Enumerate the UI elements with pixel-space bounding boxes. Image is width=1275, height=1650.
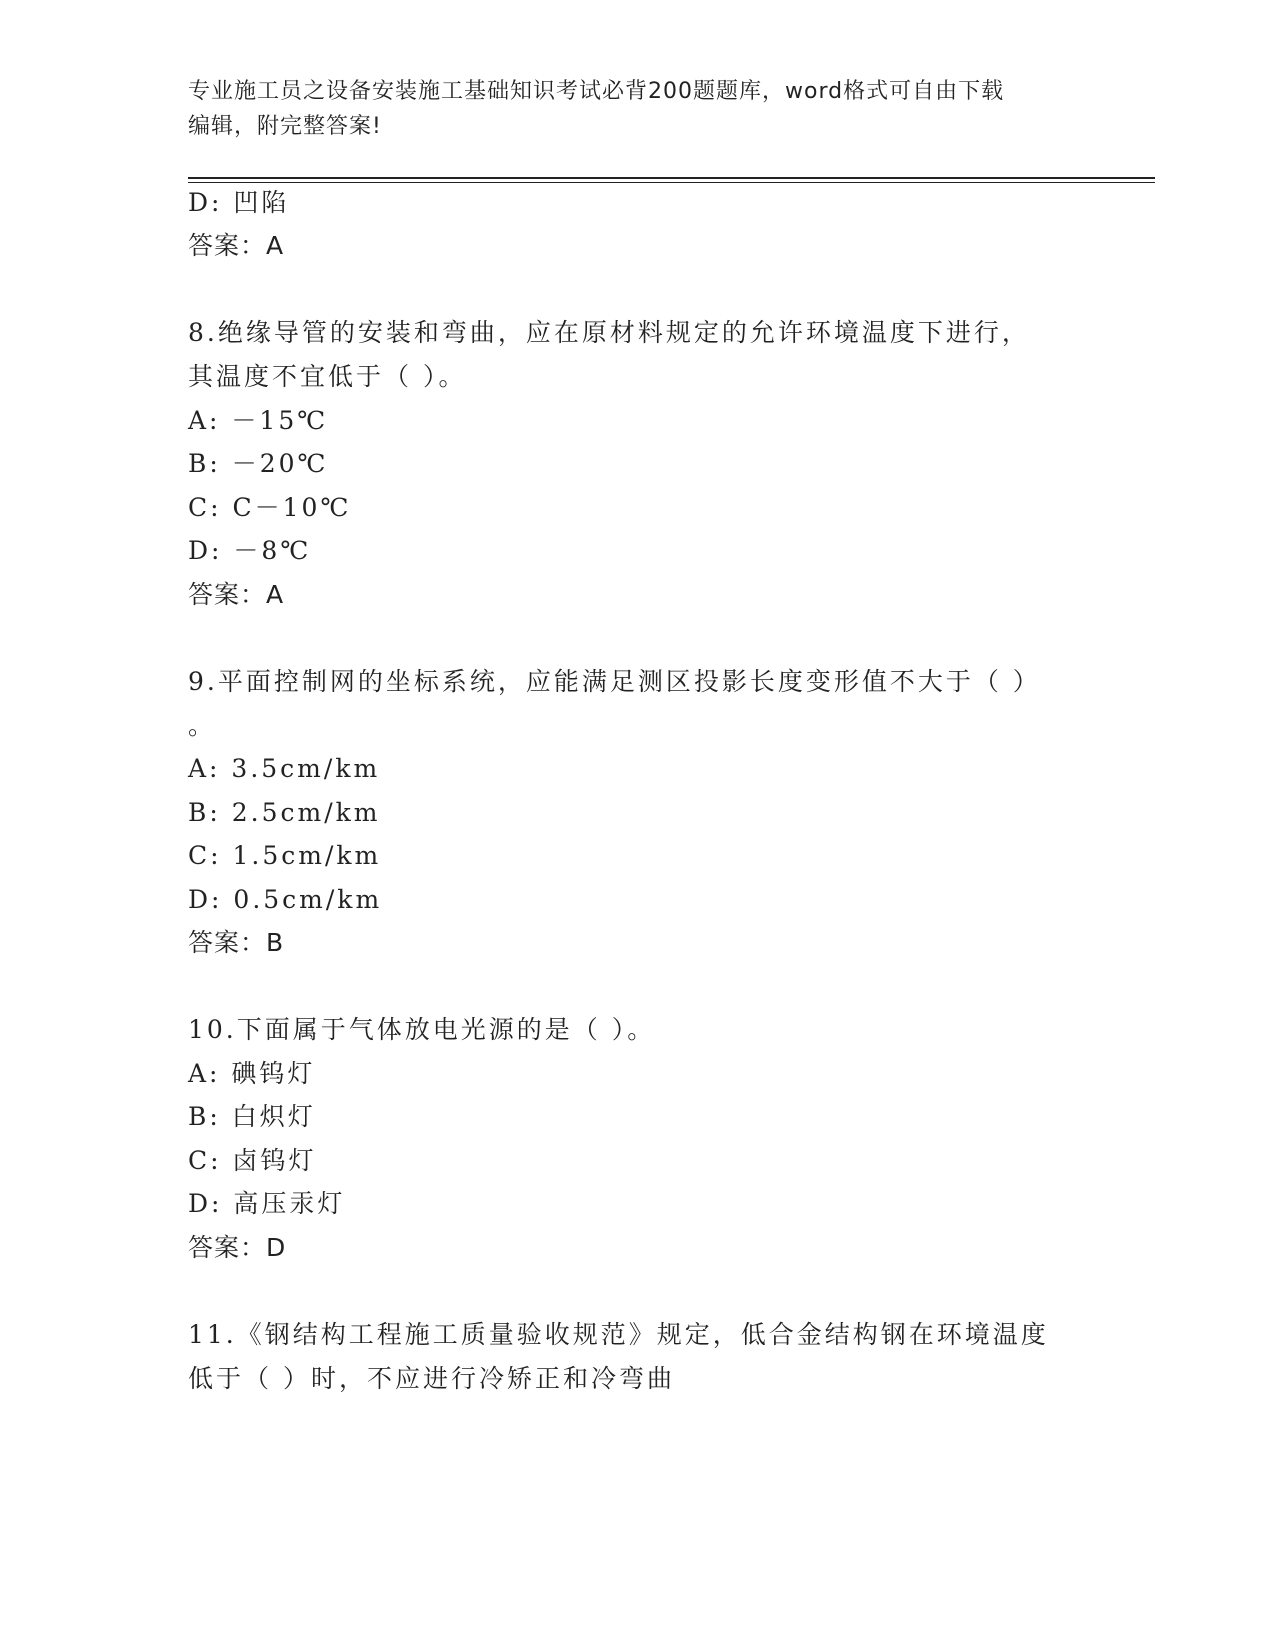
q10-question: 10.下面属于气体放电光源的是（ ）。 [188,1015,656,1044]
q9-option-a: A: 3.5cm/km [188,754,381,783]
header-title-line-1: 专业施工员之设备安装施工基础知识考试必背200题题库，word格式可自由下载 [188,79,1005,104]
header-divider-thick [188,177,1155,179]
q8-question-line-1: 8.绝缘导管的安装和弯曲，应在原材料规定的允许环境温度下进行， [188,318,1030,347]
document-header [188,74,1088,144]
q8-option-c: C: C－10℃ [188,493,352,522]
q9-question-line-2: 。 [188,711,217,740]
q8-option-b: B: －20℃ [188,449,329,478]
q9-answer: 答案：B [188,928,285,957]
q9-option-b: B: 2.5cm/km [188,798,381,827]
q9-question-line-1: 9.平面控制网的坐标系统，应能满足测区投影长度变形值不大于（ ） [188,667,1041,696]
q10-option-d: D: 高压汞灯 [188,1189,346,1218]
q9-option-d: D: 0.5cm/km [188,885,383,914]
q10-option-c: C: 卤钨灯 [188,1146,317,1175]
q8-question-line-2: 其温度不宜低于（ ）。 [188,362,467,391]
q9-option-c: C: 1.5cm/km [188,841,382,870]
q7-option-d: D: 凹陷 [188,188,290,217]
q10-option-a: A: 碘钨灯 [188,1059,316,1088]
q8-option-d: D: －8℃ [188,536,312,565]
q8-answer: 答案：A [188,580,285,609]
header-title-line-2: 编辑，附完整答案! [188,114,382,139]
q10-option-b: B: 白炽灯 [188,1102,316,1131]
header-divider-thin [188,182,1155,183]
q11-question-line-2: 低于（ ）时，不应进行冷矫正和冷弯曲 [188,1364,675,1393]
q11-question-line-1: 11.《钢结构工程施工质量验收规范》规定，低合金结构钢在环境温度 [188,1320,1049,1349]
q10-answer: 答案：D [188,1233,287,1262]
q7-answer: 答案：A [188,231,285,260]
q8-option-a: A: －15℃ [188,406,329,435]
